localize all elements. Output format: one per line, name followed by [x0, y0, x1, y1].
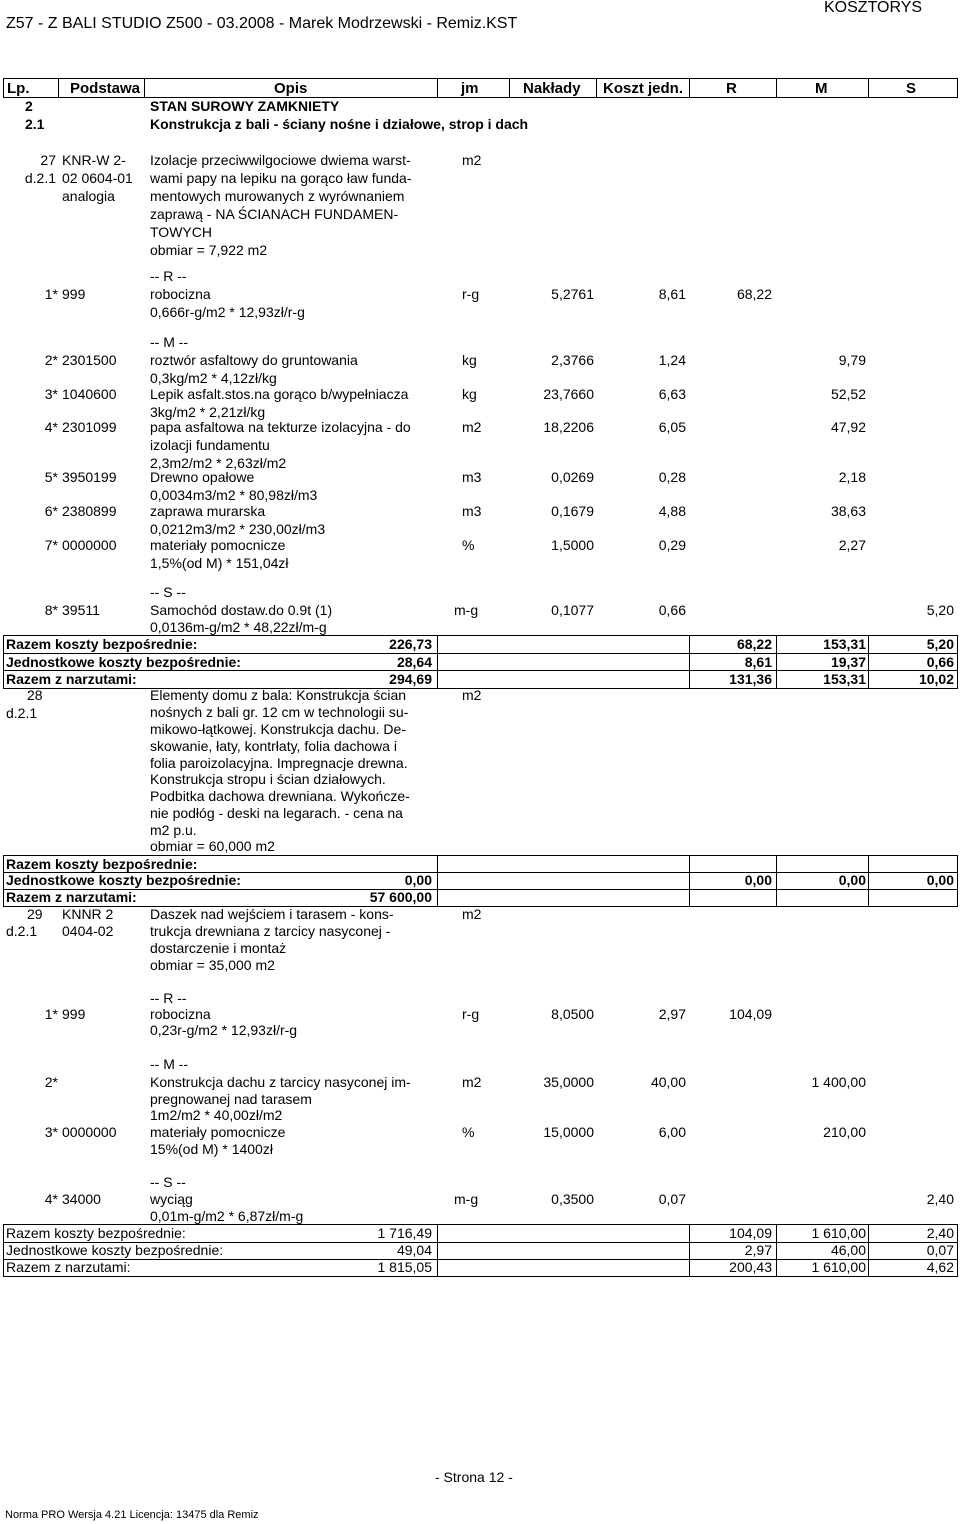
item-lp: 7*	[44, 537, 58, 553]
total-label: Razem koszty bezpośrednie:	[6, 636, 198, 652]
pos-description: wami papy na lepiku na gorąco ław funda-	[150, 170, 412, 186]
pos-description: mikowo-łątkowej. Konstrukcja dachu. De-	[150, 721, 406, 737]
item-material-cost: 52,52	[830, 386, 866, 402]
item-name: robocizna	[150, 286, 211, 302]
total-r: 2,97	[744, 1242, 772, 1258]
total-m: 153,31	[823, 636, 866, 652]
item-code: 0000000	[62, 537, 117, 553]
item-lp: 4*	[44, 419, 58, 435]
item-lp: 1*	[44, 1006, 58, 1022]
total-s: 0,66	[926, 654, 954, 670]
item-formula: 0,0212m3/m2 * 230,00zł/m3	[150, 521, 326, 537]
item-name: pregnowanej nad tarasem	[150, 1091, 312, 1107]
section-number: 2	[25, 98, 33, 114]
total-value: 1 716,49	[377, 1225, 432, 1241]
item-name: Drewno opałowe	[150, 469, 255, 485]
col-naklady: Nakłady	[523, 80, 581, 97]
pos-basis: 0404-02	[62, 923, 114, 939]
pos-description: trukcja drewniana z tarcicy nasyconej -	[150, 923, 391, 939]
item-material-cost: 38,63	[830, 503, 866, 519]
item-labor-cost: 104,09	[729, 1006, 772, 1022]
pos-number: 28	[27, 687, 43, 703]
total-value: 28,64	[396, 654, 432, 670]
item-formula: 0,666r-g/m2 * 12,93zł/r-g	[150, 304, 305, 320]
item-unit: m3	[462, 469, 482, 485]
material-header: -- M --	[150, 334, 189, 350]
col-podstawa: Podstawa	[70, 80, 141, 97]
item-unit-price: 8,61	[658, 286, 686, 302]
item-code: 3950199	[62, 469, 117, 485]
total-s: 0,00	[926, 872, 954, 888]
item-code: 2301500	[62, 352, 117, 368]
item-quantity: 15,0000	[543, 1124, 594, 1140]
total-s: 0,07	[926, 1242, 954, 1258]
pos-description: Konstrukcja stropu i ścian działowych.	[150, 771, 386, 787]
item-lp: 1*	[44, 286, 58, 302]
pos-description: folia paroizolacyjna. Impregnacje drewna.	[150, 755, 408, 771]
item-unit: r-g	[462, 286, 480, 302]
total-value: 49,04	[396, 1242, 432, 1258]
col-m: M	[815, 80, 828, 97]
pos-measure: obmiar = 60,000 m2	[150, 838, 275, 854]
item-unit: m2	[462, 419, 482, 435]
pos-basis: KNR-W 2-	[62, 152, 126, 168]
item-lp: 6*	[44, 503, 58, 519]
total-s: 5,20	[926, 636, 954, 652]
item-unit-price: 0,07	[658, 1191, 686, 1207]
item-lp: 5*	[44, 469, 58, 485]
pos-unit: m2	[462, 906, 482, 922]
total-label: Razem z narzutami:	[6, 1259, 131, 1275]
item-name: Samochód dostaw.do 0.9t (1)	[150, 602, 333, 618]
pos-description: mentowych murowanych z wyrównaniem	[150, 188, 405, 204]
pos-measure: obmiar = 7,922 m2	[150, 242, 268, 258]
item-unit: %	[462, 537, 475, 553]
item-unit-price: 40,00	[650, 1074, 686, 1090]
item-quantity: 35,0000	[543, 1074, 594, 1090]
item-name: zaprawa murarska	[150, 503, 266, 519]
item-code: 39511	[62, 602, 100, 618]
item-material-cost: 2,27	[838, 537, 866, 553]
item-code: 2301099	[62, 419, 117, 435]
item-quantity: 18,2206	[543, 419, 594, 435]
item-formula: 0,0136m-g/m2 * 48,22zł/m-g	[150, 619, 327, 635]
pos-description: skowanie, łaty, kontrłaty, folia dachowa i	[150, 738, 397, 754]
pos-unit: m2	[462, 687, 482, 703]
item-unit-price: 6,05	[658, 419, 686, 435]
pos-chapter: d.2.1	[24, 170, 56, 186]
item-quantity: 8,0500	[551, 1006, 594, 1022]
item-code: 0000000	[62, 1124, 117, 1140]
total-r: 8,61	[744, 654, 772, 670]
total-m: 1 610,00	[811, 1259, 866, 1275]
item-lp: 3*	[44, 1124, 58, 1140]
labor-header: -- R --	[150, 268, 187, 284]
item-code: 999	[62, 286, 86, 302]
pos-unit: m2	[462, 152, 482, 168]
license-text: Norma PRO Wersja 4.21 Licencja: 13475 dla Remiz	[5, 1509, 259, 1521]
pos-basis: analogia	[62, 188, 115, 204]
total-value: 1 815,05	[377, 1259, 432, 1275]
pos-chapter: d.2.1	[6, 923, 38, 939]
item-quantity: 0,1679	[551, 503, 594, 519]
item-material-cost: 2,18	[838, 469, 866, 485]
item-quantity: 2,3766	[551, 352, 594, 368]
header-top-line	[3, 78, 957, 79]
col-r: R	[726, 80, 737, 97]
pos-description: Daszek nad wejściem i tarasem - kons-	[150, 906, 394, 922]
item-code: 1040600	[62, 386, 117, 402]
pos-description: Elementy domu z bala: Konstrukcja ścian	[150, 687, 407, 703]
item-unit-price: 4,88	[658, 503, 686, 519]
col-s: S	[906, 80, 917, 97]
equipment-header: -- S --	[150, 584, 186, 600]
total-m: 0,00	[838, 872, 866, 888]
labor-header: -- R --	[150, 990, 187, 1006]
pos-basis: 02 0604-01	[62, 170, 133, 186]
total-r: 104,09	[729, 1225, 772, 1241]
item-unit: m2	[462, 1074, 482, 1090]
item-lp: 2*	[44, 1074, 58, 1090]
header-bottom-line	[3, 97, 957, 98]
total-r: 200,43	[729, 1259, 772, 1275]
col-lp: Lp.	[7, 80, 30, 97]
item-equipment-cost: 2,40	[926, 1191, 954, 1207]
pos-description: m2 p.u.	[150, 822, 197, 838]
subsection-number: 2.1	[25, 116, 45, 132]
item-unit-price: 1,24	[658, 352, 686, 368]
item-code: 34000	[62, 1191, 101, 1207]
item-lp: 8*	[44, 602, 58, 618]
pos-chapter: d.2.1	[6, 705, 38, 721]
pos-description: nośnych z bali gr. 12 cm w technologii su-	[150, 704, 409, 720]
item-unit-price: 0,66	[658, 602, 686, 618]
item-name: materiały pomocnicze	[150, 537, 286, 553]
item-unit: r-g	[462, 1006, 480, 1022]
total-s: 2,40	[926, 1225, 954, 1241]
item-unit-price: 0,29	[658, 537, 686, 553]
item-formula: 0,01m-g/m2 * 6,87zł/m-g	[150, 1208, 304, 1224]
item-unit: m-g	[454, 602, 479, 618]
item-formula: 0,3kg/m2 * 4,12zł/kg	[150, 370, 277, 386]
item-unit: kg	[462, 352, 477, 368]
item-unit-price: 6,00	[658, 1124, 686, 1140]
item-name: roztwór asfaltowy do gruntowania	[150, 352, 358, 368]
item-quantity: 0,0269	[551, 469, 594, 485]
item-quantity: 1,5000	[551, 537, 594, 553]
item-name: Konstrukcja dachu z tarcicy nasyconej im-	[150, 1074, 411, 1090]
item-unit-price: 2,97	[658, 1006, 686, 1022]
item-formula: 2,3m2/m2 * 2,63zł/m2	[150, 455, 287, 471]
total-label: Jednostkowe koszty bezpośrednie:	[6, 872, 241, 888]
item-formula: 15%(od M) * 1400zł	[150, 1141, 273, 1157]
total-label: Razem z narzutami:	[6, 889, 137, 905]
item-material-cost: 210,00	[823, 1124, 866, 1140]
item-name: papa asfaltowa na tekturze izolacyjna - do	[150, 419, 411, 435]
item-lp: 4*	[44, 1191, 58, 1207]
pos-description: Izolacje przeciwwilgociowe dwiema warst-	[150, 152, 411, 168]
item-formula: 1m2/m2 * 40,00zł/m2	[150, 1107, 283, 1123]
item-name: materiały pomocnicze	[150, 1124, 286, 1140]
pos-description: Podbitka dachowa drewniana. Wykończe-	[150, 788, 410, 804]
item-code: 2380899	[62, 503, 117, 519]
total-r: 68,22	[736, 636, 772, 652]
document-title: Z57 - Z BALI STUDIO Z500 - 03.2008 - Marek Modrzewski - Remiz.KST	[6, 15, 518, 32]
total-r: 131,36	[729, 671, 772, 687]
pos-description: TOWYCH	[150, 224, 212, 240]
item-name: robocizna	[150, 1006, 211, 1022]
item-quantity: 5,2761	[551, 286, 594, 302]
total-value: 226,73	[389, 636, 432, 652]
item-formula: 1,5%(od M) * 151,04zł	[150, 555, 289, 571]
item-unit: %	[462, 1124, 475, 1140]
page-number: - Strona 12 -	[435, 1469, 513, 1485]
item-lp: 2*	[44, 352, 58, 368]
material-header: -- M --	[150, 1056, 189, 1072]
document-type: KOSZTORYS	[824, 0, 923, 16]
item-unit-price: 0,28	[658, 469, 686, 485]
item-formula: 3kg/m2 * 2,21zł/kg	[150, 404, 266, 420]
item-name: Lepik asfalt.stos.na gorąco b/wypełniacza	[150, 386, 409, 402]
total-r: 0,00	[744, 872, 772, 888]
pos-description: dostarczenie i montaż	[150, 940, 287, 956]
item-formula: 0,23r-g/m2 * 12,93zł/r-g	[150, 1022, 298, 1038]
total-s: 4,62	[926, 1259, 954, 1275]
total-m: 1 610,00	[811, 1225, 866, 1241]
total-label: Jednostkowe koszty bezpośrednie:	[6, 1242, 224, 1258]
item-quantity: 0,1077	[551, 602, 594, 618]
item-material-cost: 9,79	[838, 352, 866, 368]
item-material-cost: 47,92	[830, 419, 866, 435]
item-unit-price: 6,63	[658, 386, 686, 402]
item-material-cost: 1 400,00	[811, 1074, 866, 1090]
item-code: 999	[62, 1006, 86, 1022]
pos-basis: KNNR 2	[62, 906, 114, 922]
col-koszt: Koszt jedn.	[603, 80, 684, 97]
pos-number: 27	[40, 152, 56, 168]
item-lp: 3*	[44, 386, 58, 402]
item-formula: 0,0034m3/m2 * 80,98zł/m3	[150, 487, 318, 503]
item-quantity: 0,3500	[551, 1191, 594, 1207]
pos-description: zaprawą - NA ŚCIANACH FUNDAMEN-	[150, 206, 399, 222]
col-jm: jm	[461, 80, 479, 97]
total-m: 19,37	[830, 654, 866, 670]
total-value: 294,69	[389, 671, 432, 687]
item-unit: m3	[462, 503, 482, 519]
total-value: 0,00	[404, 872, 432, 888]
item-unit: m-g	[454, 1191, 479, 1207]
total-label: Razem koszty bezpośrednie:	[6, 1225, 186, 1241]
equipment-header: -- S --	[150, 1174, 186, 1190]
item-name: izolacji fundamentu	[150, 437, 270, 453]
pos-number: 29	[27, 906, 43, 922]
item-unit: kg	[462, 386, 477, 402]
total-value: 57 600,00	[369, 889, 432, 905]
pos-measure: obmiar = 35,000 m2	[150, 957, 275, 973]
subsection-title: Konstrukcja z bali - ściany nośne i działowe, strop i dach	[150, 116, 529, 132]
col-opis: Opis	[274, 80, 308, 97]
total-label: Razem koszty bezpośrednie:	[6, 856, 198, 872]
item-labor-cost: 68,22	[736, 286, 772, 302]
pos-description: nie podłóg - deski na legarach. - cena na	[150, 805, 403, 821]
item-quantity: 23,7660	[543, 386, 594, 402]
total-label: Razem z narzutami:	[6, 671, 137, 687]
total-label: Jednostkowe koszty bezpośrednie:	[6, 654, 241, 670]
item-name: wyciąg	[150, 1191, 193, 1207]
total-s: 10,02	[918, 671, 954, 687]
item-equipment-cost: 5,20	[926, 602, 954, 618]
total-m: 153,31	[823, 671, 866, 687]
total-m: 46,00	[830, 1242, 866, 1258]
section-title: STAN SUROWY ZAMKNIETY	[150, 98, 340, 114]
